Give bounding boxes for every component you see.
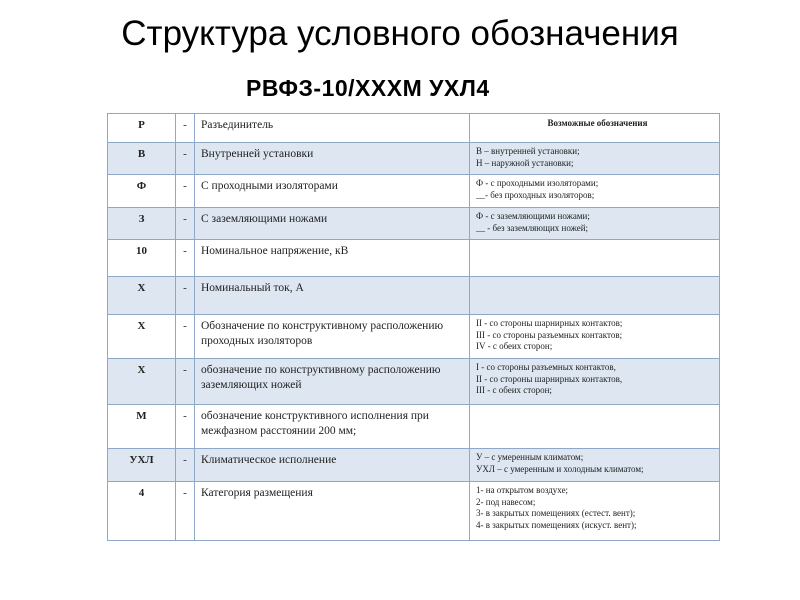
row-options <box>470 143 720 175</box>
row-description: обозначение по конструктивному расположению заземляющих ножей <box>195 359 470 405</box>
row-code: 10 <box>108 240 176 277</box>
option-line: У – с умеренным климатом; <box>476 452 584 462</box>
row-description: Номинальный ток, А <box>195 277 470 315</box>
option-line: Н – наружной установки; <box>476 157 574 168</box>
option-line: В – внутренней установки; <box>476 146 580 156</box>
row-dash: - <box>176 175 195 208</box>
page-title: Структура условного обозначения <box>121 14 679 53</box>
row-code: Ф <box>108 175 176 208</box>
row-options <box>470 359 720 405</box>
option-line: 2- под навесом; <box>476 496 536 507</box>
option-line: __- без проходных изоляторов; <box>476 189 595 200</box>
option-line: III - со стороны разъемных контактов; <box>476 329 623 340</box>
option-line: __ - без заземляющих ножей; <box>476 222 589 233</box>
option-line: Ф - с заземляющими ножами; <box>476 211 590 221</box>
table-row <box>108 449 720 482</box>
table-row <box>108 175 720 208</box>
option-line: III - с обеих сторон; <box>476 385 552 395</box>
row-dash: - <box>176 114 195 143</box>
row-dash: - <box>176 315 195 359</box>
row-description: Категория размещения <box>195 482 470 541</box>
option-line: 4- в закрытых помещениях (искуст. вент); <box>476 519 637 530</box>
row-dash: - <box>176 359 195 405</box>
option-line: 1- на открытом воздухе; <box>476 485 569 495</box>
row-dash: - <box>176 208 195 240</box>
option-line: II - со стороны шарнирных контактов; <box>476 318 623 328</box>
row-code: М <box>108 405 176 449</box>
row-dash: - <box>176 405 195 449</box>
designation-table <box>107 113 720 541</box>
option-line: IV - с обеих сторон; <box>476 341 553 351</box>
table-row <box>108 143 720 175</box>
table-row <box>108 114 720 143</box>
row-description: Разъединитель <box>195 114 470 143</box>
row-options <box>470 208 720 240</box>
row-code: З <box>108 208 176 240</box>
row-dash: - <box>176 449 195 482</box>
table-row <box>108 277 720 315</box>
row-description: С проходными изоляторами <box>195 175 470 208</box>
row-code: УХЛ <box>108 449 176 482</box>
row-options <box>470 482 720 541</box>
option-line: II - со стороны шарнирных контактов, <box>476 373 623 384</box>
row-description: обозначение конструктивного исполнения при межфазном расстоянии 200 мм; <box>195 405 470 449</box>
table-row <box>108 482 720 541</box>
row-options <box>470 277 720 315</box>
row-options <box>470 240 720 277</box>
row-description: Номинальное напряжение, кВ <box>195 240 470 277</box>
option-line: Ф - с проходными изоляторами; <box>476 178 599 188</box>
row-code: Х <box>108 315 176 359</box>
option-line: УХЛ – с умеренным и холодным климатом; <box>476 463 644 474</box>
row-description: Внутренней установки <box>195 143 470 175</box>
table-row <box>108 208 720 240</box>
table-row <box>108 359 720 405</box>
row-code: Х <box>108 277 176 315</box>
row-description: Обозначение по конструктивному расположению проходных изоляторов <box>195 315 470 359</box>
row-description: С заземляющими ножами <box>195 208 470 240</box>
row-description: Климатическое исполнение <box>195 449 470 482</box>
row-code: 4 <box>108 482 176 541</box>
table-row <box>108 405 720 449</box>
row-options <box>470 449 720 482</box>
row-dash: - <box>176 240 195 277</box>
row-code: В <box>108 143 176 175</box>
options-header-label: Возможные обозначения <box>547 118 648 128</box>
row-options <box>470 175 720 208</box>
table-row <box>108 315 720 359</box>
designation-code: РВФЗ-10/XXXM УХЛ4 <box>246 75 490 101</box>
row-dash: - <box>176 277 195 315</box>
row-code: Х <box>108 359 176 405</box>
option-line: I - со стороны разъемных контактов, <box>476 362 616 372</box>
row-options <box>470 315 720 359</box>
row-dash: - <box>176 482 195 541</box>
row-options <box>470 405 720 449</box>
row-dash: - <box>176 143 195 175</box>
option-line: 3- в закрытых помещениях (естест. вент); <box>476 508 636 518</box>
table-row <box>108 240 720 277</box>
row-code: Р <box>108 114 176 143</box>
options-header <box>470 114 720 143</box>
